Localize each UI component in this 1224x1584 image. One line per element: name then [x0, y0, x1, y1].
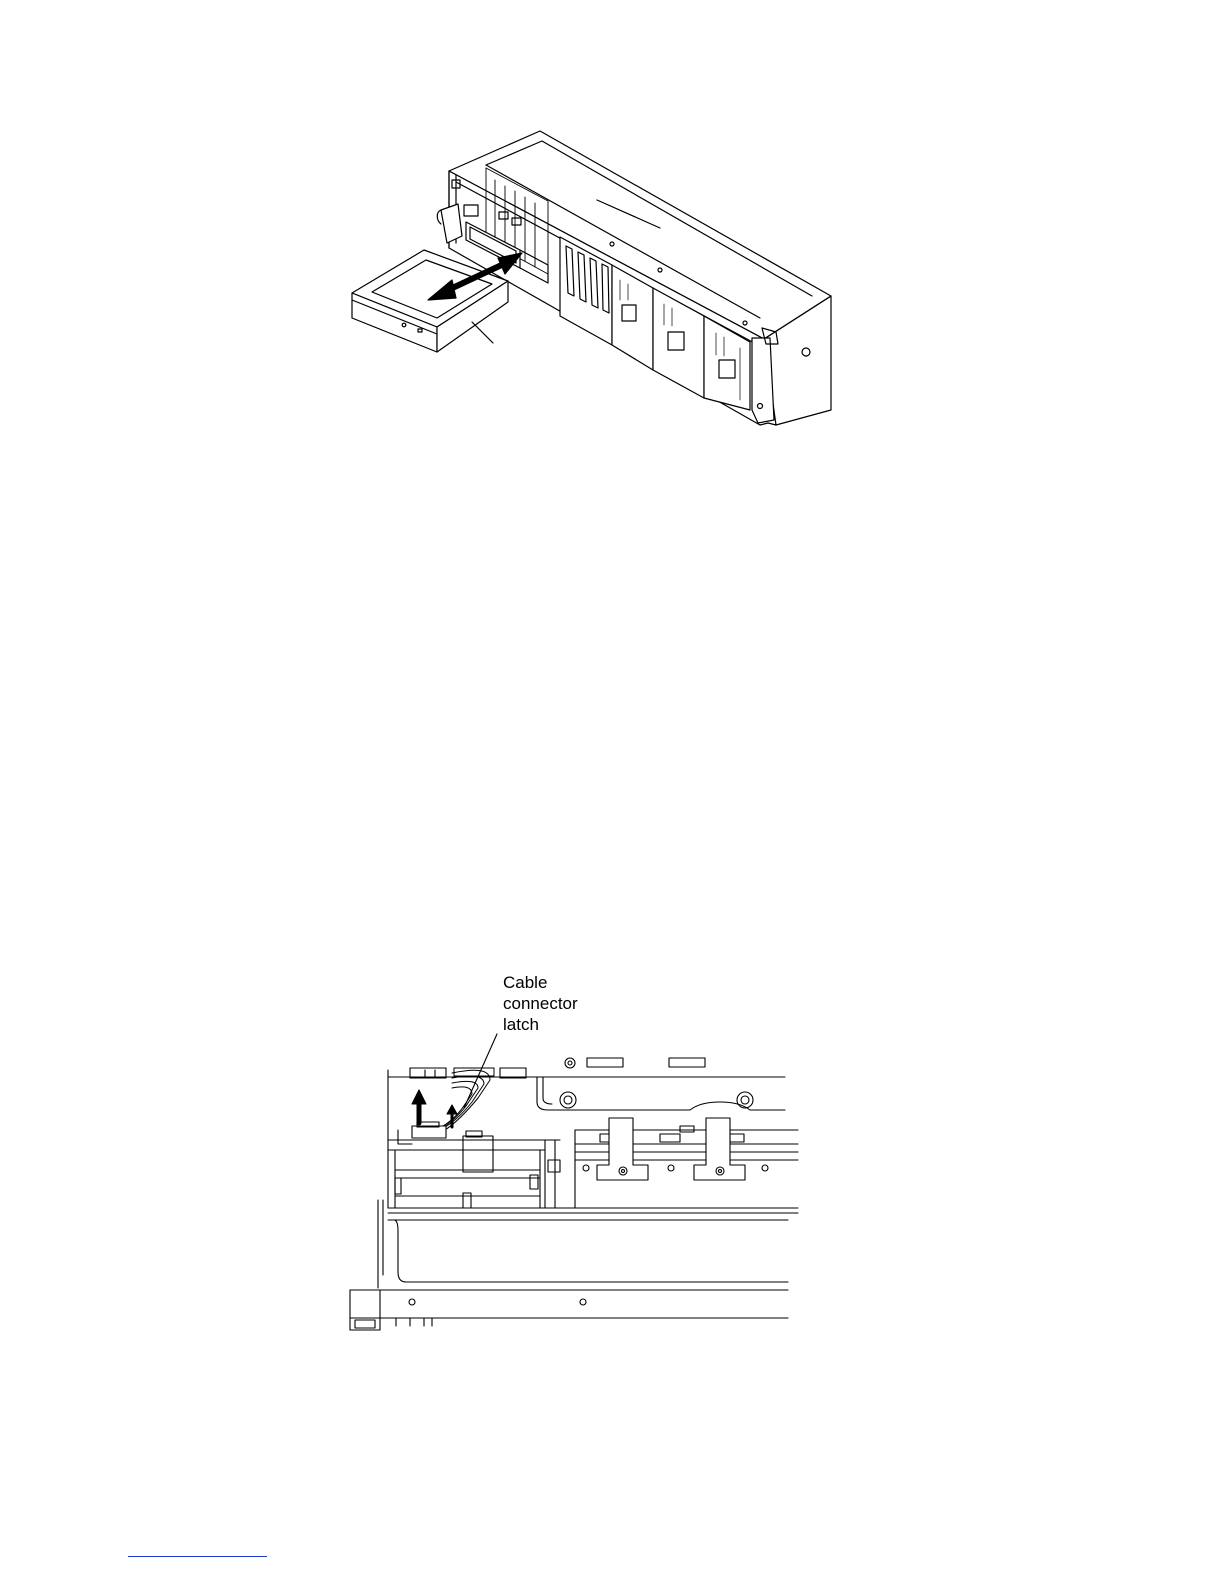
- callout-leader-line-bottom: [464, 1034, 497, 1108]
- callout-cable-connector-latch: [503, 972, 578, 1035]
- drive-bay-cage: [388, 1130, 575, 1208]
- system-board-area: [575, 1118, 798, 1180]
- footer-rule: [128, 1556, 267, 1557]
- cable-connector-latch: [398, 1122, 446, 1144]
- callout-line-3: latch: [503, 1015, 539, 1034]
- air-baffle: [537, 1077, 785, 1110]
- callout-line-1: Cable: [503, 973, 548, 992]
- callout-line-2: connector: [503, 994, 578, 1013]
